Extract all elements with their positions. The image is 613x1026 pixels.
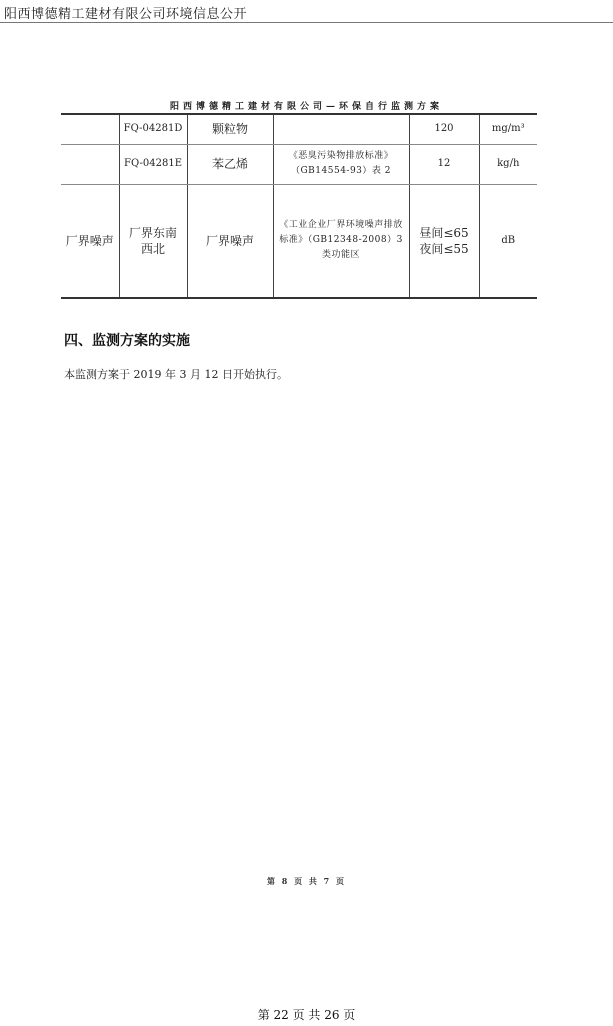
standard-cell [273, 115, 409, 144]
table-row [61, 115, 537, 144]
unit-cell: mg/m³ [479, 115, 537, 144]
standard-cell: 《工业企业厂界环境噪声排放标准》（GB12348-2008）3 类功能区 [273, 184, 409, 298]
inner-document-title: 阳西博德精工建材有限公司—环保自行监测方案 [169, 102, 443, 112]
section-heading: 四、监测方案的实施 [64, 333, 190, 349]
point-cell: FQ-04281D [119, 115, 187, 144]
standard-cell: 《恶臭污染物排放标准》（GB14554-93）表 2 [273, 144, 409, 184]
header-divider [0, 22, 613, 23]
limit-cell: 120 [409, 115, 479, 144]
page-number: 第 22 页 共 26 页 [257, 1008, 356, 1022]
category-cell [61, 144, 119, 184]
limit-cell: 昼间≤65 夜间≤55 [409, 184, 479, 298]
item-cell: 颗粒物 [187, 115, 273, 144]
table-row [61, 184, 537, 298]
running-header: 阳西博德精工建材有限公司环境信息公开 [4, 7, 248, 22]
item-cell: 苯乙烯 [187, 144, 273, 184]
unit-cell: dB [479, 184, 537, 298]
unit-cell: kg/h [479, 144, 537, 184]
point-cell: FQ-04281E [119, 144, 187, 184]
inner-page-number: 第 8 页 共 7 页 [266, 876, 347, 886]
limit-cell: 12 [409, 144, 479, 184]
monitoring-table [61, 115, 537, 299]
category-cell [61, 115, 119, 144]
item-cell: 厂界噪声 [187, 184, 273, 298]
point-cell: 厂界东南西北 [119, 184, 187, 298]
section-body: 本监测方案于 2019 年 3 月 12 日开始执行。 [64, 368, 288, 381]
category-cell: 厂界噪声 [61, 184, 119, 298]
table-row [61, 144, 537, 184]
